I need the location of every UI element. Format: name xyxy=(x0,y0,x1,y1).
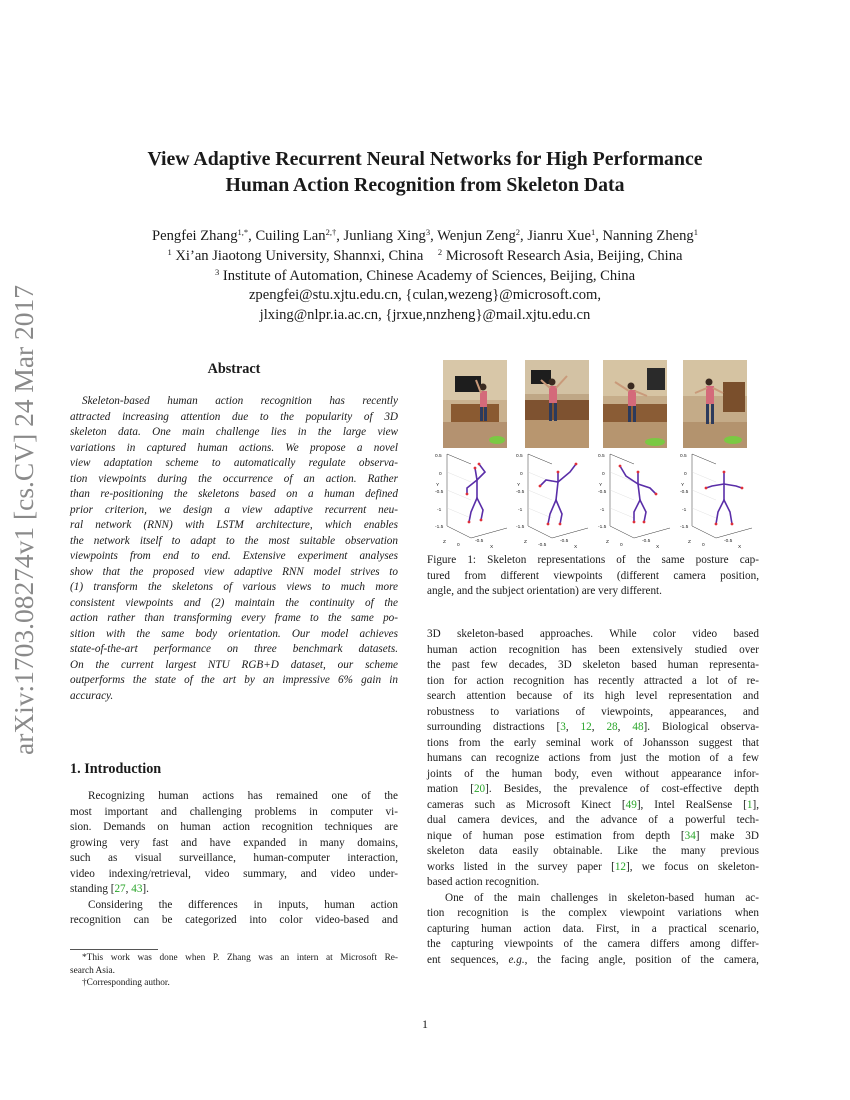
affiliation-line-2 xyxy=(40,266,810,286)
footnote-1-cont: search Asia. xyxy=(70,965,115,976)
body-line: based action recognition. xyxy=(427,876,540,888)
tick: -0.5 xyxy=(560,539,569,544)
affiliation-line-1 xyxy=(40,246,810,266)
body-line: search attention because of its high level representation and xyxy=(427,690,759,702)
affil-mark: 2 xyxy=(437,247,443,257)
author-mark: 1 xyxy=(693,227,698,237)
body-line: One of the main challenges in skeleton-based human ac- xyxy=(445,891,759,904)
citation-link[interactable]: 27 xyxy=(114,883,126,895)
affiliation-3: Institute of Automation, Chinese Academy of Sciences, Beijing, China xyxy=(222,268,636,284)
tick: -0.5 xyxy=(642,539,651,544)
body-line: the capturing viewpoints of the camera differs among differ- xyxy=(427,938,759,950)
axis-label-z: Z xyxy=(524,540,527,545)
section-heading-introduction: 1. Introduction xyxy=(70,761,162,777)
text: ]. Biological observa- xyxy=(643,721,760,733)
arxiv-id: arXiv:1703.08274v1 [cs.CV] 24 Mar 2017 xyxy=(8,285,39,755)
text: e.g. xyxy=(508,953,525,966)
abstract-heading: Abstract xyxy=(207,361,261,377)
body-line xyxy=(427,953,759,969)
text: , the facing angle, position of the camera, xyxy=(524,953,759,966)
tick: -0.5 xyxy=(538,543,547,548)
author-list: Pengfei Zhang$^{1,*}$, Cuiling Lan$^{2,\dagger}$, Junliang Xing$^3$, Wenjun Zeng$^2$, Jianru Xue$^1$, Nanning Zheng$^1$ xyxy=(152,227,698,244)
axis-label-x: X xyxy=(574,545,578,550)
abstract-line: On the current largest NTU RGB+D dataset, our scheme xyxy=(70,658,398,671)
abstract-line: action rather than transforming every frame to the same po- xyxy=(70,612,398,624)
tick: -0.5 xyxy=(475,539,484,544)
abstract-line: viewpoints from end to end. Extensive experiment analyses xyxy=(70,550,398,562)
axis-label-y: Y xyxy=(436,483,440,488)
email-line-2[interactable]: jlxing@nlpr.ia.ac.cn, {jrxue,nnzheng}@mail.xjtu.edu.cn xyxy=(259,307,591,323)
axis-label-y: Y xyxy=(681,483,685,488)
citation-link[interactable]: 20 xyxy=(473,783,486,795)
tick: -0.5 xyxy=(598,490,607,495)
footnote-1: *This work was done when P. Zhang was an intern at Microsoft Re- xyxy=(82,953,398,963)
citation-link[interactable]: 28 xyxy=(606,721,618,733)
intro-line: Considering the differences in inputs, human action xyxy=(88,898,398,911)
author-mark: 3 xyxy=(425,227,431,237)
text: ], Intel RealSense [ xyxy=(636,798,747,811)
tick: -1 xyxy=(518,508,523,513)
tick: 0 xyxy=(439,472,442,477)
abstract-line: Skeleton-based human action recognition has recently xyxy=(82,395,398,407)
skeleton-plot xyxy=(598,450,677,552)
paper-title xyxy=(60,146,790,198)
body-line: skeleton data easily obtainable. Like the many previous xyxy=(427,845,759,857)
body-line: joints of the human body, even without appearance infor- xyxy=(427,767,759,780)
citation-link[interactable]: 43 xyxy=(131,883,143,895)
abstract-line: (1) transform the skeletons of various views to much more xyxy=(70,581,398,593)
tick: 0 xyxy=(520,472,523,477)
citation-link[interactable]: 12 xyxy=(580,721,592,733)
tick: 0 xyxy=(620,543,623,548)
body-line: tion for action recognition has recently attracted a lot of re- xyxy=(427,674,759,687)
body-line xyxy=(427,829,759,845)
text: ], xyxy=(752,798,759,811)
caption-line: tured from different viewpoints (different camera position, xyxy=(427,569,759,582)
text: nique of human pose estimation from depth [ xyxy=(427,829,685,842)
intro-line: such as visual surveillance, human-computer interaction, xyxy=(70,852,398,864)
author-name: Pengfei Zhang xyxy=(152,228,238,244)
body-line: capturing human action data. First, in a practical scenario, xyxy=(427,922,759,935)
text: ], we focus on skeleton- xyxy=(626,860,759,873)
tick: -1.5 xyxy=(435,525,444,530)
body-line: the past few decades, 3D skeleton based human representa- xyxy=(427,659,759,671)
footnote-rule xyxy=(70,949,158,950)
skeleton-plot xyxy=(680,450,759,552)
axis-label-x: X xyxy=(738,545,742,550)
intro-line: Recognizing human actions has remained one of the xyxy=(88,790,398,802)
abstract-line: view adaptation scheme to automatically regulate observa- xyxy=(70,457,398,469)
body-line: 3D skeleton-based approaches. While color video based xyxy=(427,628,759,640)
footnotes xyxy=(70,952,398,990)
caption-line: Figure 1: Skeleton representations of the same posture cap- xyxy=(427,554,759,566)
axis-label-y: Y xyxy=(517,483,521,488)
tick: -1.5 xyxy=(598,525,607,530)
text: standing [ xyxy=(70,883,115,895)
viewpoint-photo xyxy=(443,360,507,448)
figure-1 xyxy=(430,360,760,560)
abstract-line: variations in captured human actions. We propose a novel xyxy=(70,441,398,454)
intro-line: sion. Demands on human action recognition techniques are xyxy=(70,821,398,833)
axis-label-y: Y xyxy=(599,483,603,488)
axis-label-z: Z xyxy=(606,540,609,545)
tick: -1 xyxy=(682,508,687,513)
abstract-line: the network itself to adapt to the most suitable observation xyxy=(70,534,398,547)
author-mark: 2 xyxy=(515,227,521,237)
intro-line: most important and challenging problems in computer vi- xyxy=(70,805,398,818)
author-name: Nanning Zheng xyxy=(602,228,694,244)
abstract-line: than re-positioning the skeletons based on a human defined xyxy=(70,488,398,500)
affiliation-1: Xi’an Jiaotong University, Shannxi, China xyxy=(175,248,424,264)
tick: -0.5 xyxy=(516,490,525,495)
tick: 0.5 xyxy=(598,454,605,459)
text: ]. Besides, the prevalence of cost-effective depth xyxy=(485,783,759,795)
author-name: Jianru Xue xyxy=(527,228,591,244)
citation-link[interactable]: 12 xyxy=(614,860,627,873)
tick: 0 xyxy=(684,472,687,477)
axis-label-z: Z xyxy=(443,540,446,545)
page-number: 1 xyxy=(422,1017,428,1031)
abstract-body xyxy=(70,394,398,704)
citation-link[interactable]: 1 xyxy=(746,798,753,811)
email-line-1[interactable]: zpengfei@stu.xjtu.edu.cn, {culan,wezeng}@microsoft.com, xyxy=(248,287,602,303)
text: works listed in the survey paper [ xyxy=(427,860,615,873)
skeleton-plot xyxy=(435,450,514,552)
text: ] make 3D xyxy=(695,829,759,842)
body-line: dual camera devices, and the advance of a powerful tech- xyxy=(427,814,759,826)
abstract-line: sition with the same body orientation. Our model achieves xyxy=(70,627,398,640)
body-line: humans can recognize actions from just the motion of a few xyxy=(427,752,759,764)
body-line: surrounding distractions [3, 12, 28, 48]. Biological observa- xyxy=(427,721,760,733)
abstract-line: skeleton data. One main challenge lies in the large view xyxy=(70,426,398,438)
footnote-2: †Corresponding author. xyxy=(82,978,170,988)
citation-link[interactable]: 3 xyxy=(560,721,566,733)
body-line: robustness to variations of viewpoints, appearances, and xyxy=(427,705,759,718)
abstract-line: show that the proposed view adaptive RNN model strives to xyxy=(70,565,398,578)
abstract-line: tion viewpoints during the occurrence of an action. Rather xyxy=(70,472,398,485)
text: surrounding distractions [ xyxy=(427,721,561,733)
author-name: Wenjun Zeng xyxy=(437,228,516,244)
author-mark: 1 xyxy=(590,227,596,237)
abstract-line: attracted increasing attention due to the popularity of 3D xyxy=(70,410,398,423)
citation-link[interactable]: 34 xyxy=(684,829,696,842)
tick: 0 xyxy=(702,543,705,548)
tick: -1.5 xyxy=(516,525,525,530)
tick: 0.5 xyxy=(516,454,523,459)
affiliation-2: Microsoft Research Asia, Beijing, China xyxy=(445,248,683,264)
author-name: Cuiling Lan xyxy=(255,228,326,244)
figure-1-caption xyxy=(427,553,759,600)
skeleton-plot xyxy=(516,450,595,552)
abstract-line: ral network (RNN) with LSTM architecture, which enables xyxy=(70,519,398,531)
axis-label-z: Z xyxy=(688,540,691,545)
viewpoint-photo xyxy=(603,360,667,448)
text: ent sequences, xyxy=(427,953,509,966)
body-line xyxy=(427,782,759,798)
tick: -0.5 xyxy=(680,490,689,495)
body-line: tion recognition is the complex viewpoint variations when xyxy=(427,907,759,919)
tick: 0 xyxy=(457,543,460,548)
text: ]. xyxy=(142,883,149,895)
intro-line: video indexing/retrieval, video summary, and video under- xyxy=(70,867,398,880)
abstract-line: accuracy. xyxy=(70,689,114,702)
author-mark: 2,† xyxy=(325,227,337,237)
body-line xyxy=(427,798,759,814)
abstract-line: state-of-the-art performance on three benchmark datasets. xyxy=(70,643,398,655)
author-mark: 1,* xyxy=(237,227,249,237)
tick: -1 xyxy=(437,508,442,513)
abstract-line: consistent viewpoints and (2) maintain the continuity of the xyxy=(70,596,398,609)
tick: 0 xyxy=(602,472,605,477)
intro-line: recognition can be categorized into color video-based and xyxy=(70,914,398,926)
right-column-body xyxy=(427,627,759,968)
abstract-line: prior criterion, we design a view adaptive recurrent neu- xyxy=(70,503,398,516)
text: , xyxy=(125,883,132,895)
title-line-2: Human Action Recognition from Skeleton Data xyxy=(225,174,625,196)
viewpoint-photo xyxy=(525,360,589,448)
caption-line: angle, and the subject orientation) are very different. xyxy=(427,585,662,597)
introduction-body xyxy=(70,789,398,929)
author-name: Junliang Xing xyxy=(343,228,426,244)
text: mation [ xyxy=(427,783,474,795)
tick: 0.5 xyxy=(680,454,687,459)
body-line xyxy=(427,860,759,876)
axis-label-x: X xyxy=(490,545,494,550)
abstract-line: outperforms the state of the art by an impressive 6% gain in xyxy=(70,674,398,686)
body-line: tions from the early seminal work of Johansson suggest that xyxy=(427,736,759,749)
affil-mark: 1 xyxy=(167,247,172,257)
affil-mark: 3 xyxy=(214,267,220,277)
tick: -1.5 xyxy=(680,525,689,530)
citation-link[interactable]: 48 xyxy=(632,721,644,733)
tick: -0.5 xyxy=(435,490,444,495)
arxiv-stamp xyxy=(6,285,42,755)
title-line-1: View Adaptive Recurrent Neural Networks for High Performance xyxy=(147,148,703,170)
text: cameras such as Microsoft Kinect [ xyxy=(427,798,626,811)
tick: -1 xyxy=(600,508,605,513)
intro-line xyxy=(70,882,398,898)
body-line: human action recognition has been extensively studied over xyxy=(427,643,759,656)
viewpoint-photo xyxy=(683,360,747,448)
citation-link[interactable]: 49 xyxy=(625,798,637,811)
tick: 0.5 xyxy=(435,454,442,459)
tick: -0.5 xyxy=(724,539,733,544)
axis-label-x: X xyxy=(656,545,660,550)
intro-line: growing very fast and have expanded in many domains, xyxy=(70,836,398,849)
